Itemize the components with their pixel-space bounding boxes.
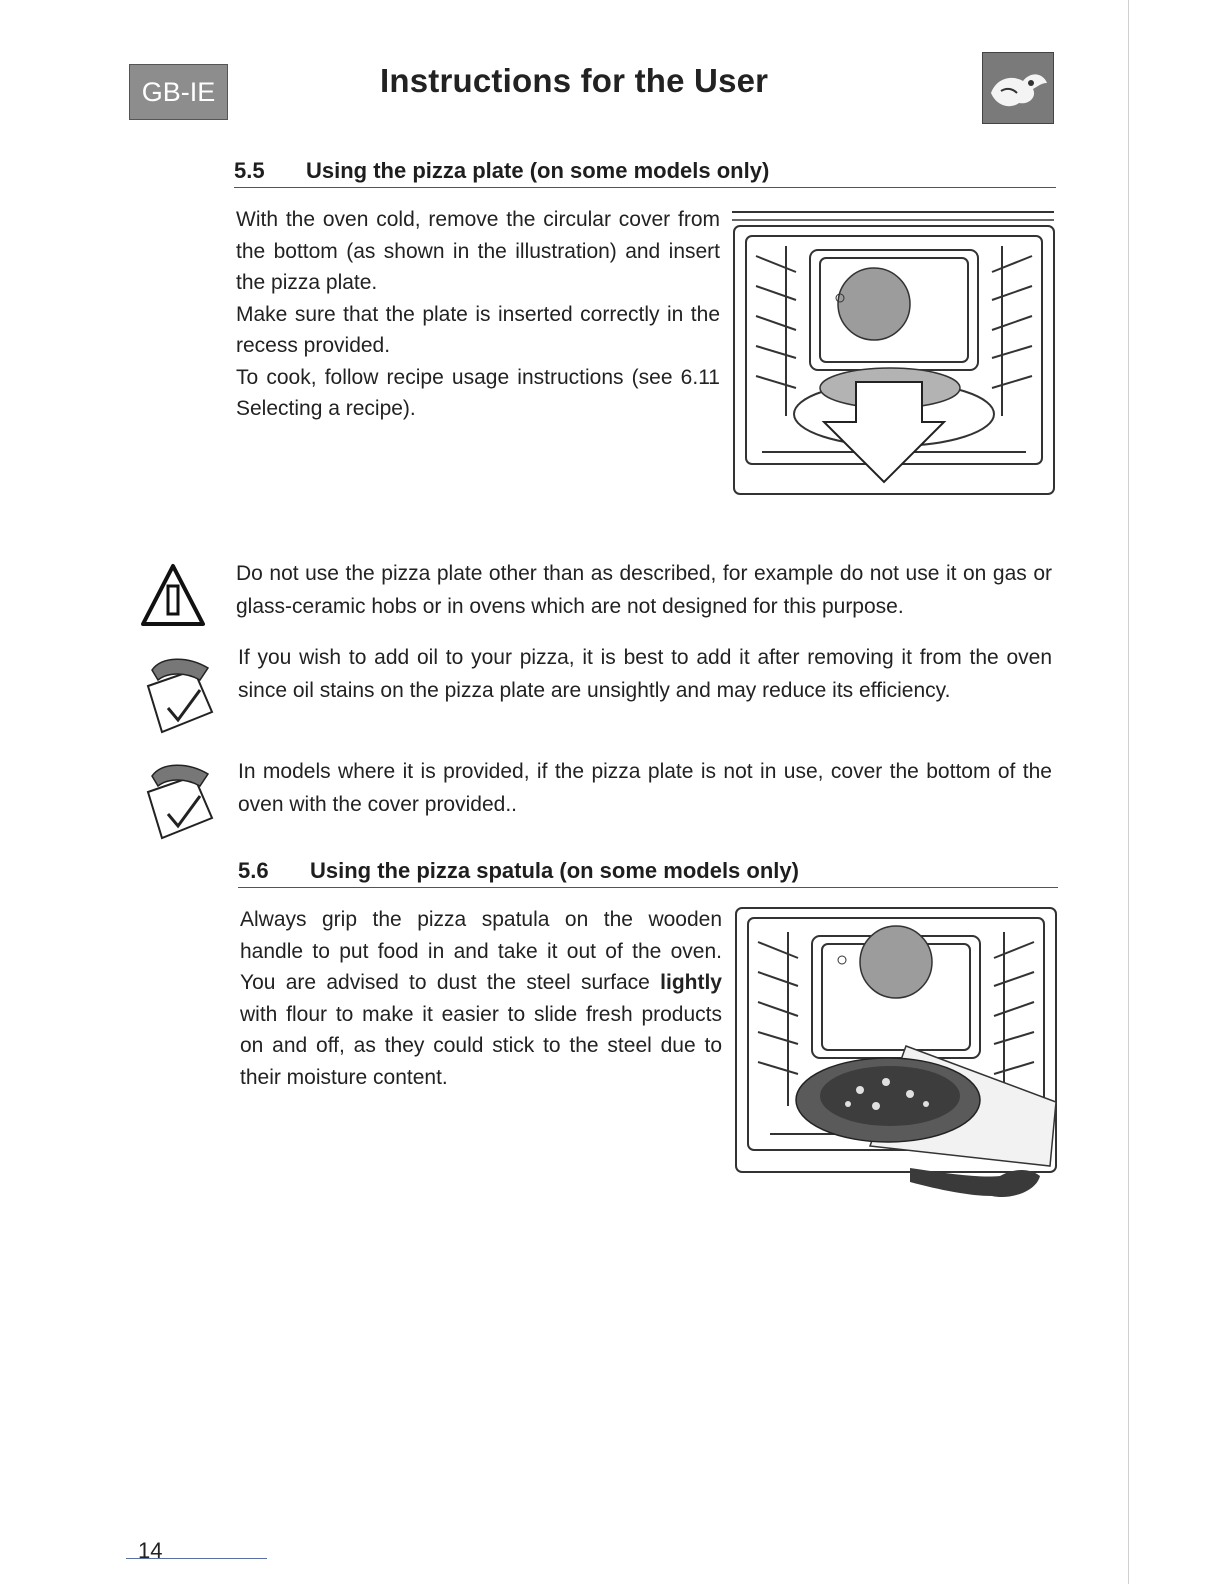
- section-title: Using the pizza plate (on some models only): [306, 158, 770, 183]
- section-5-6-body: [240, 904, 722, 1093]
- paragraph: With the oven cold, remove the circular cover from the bottom (as shown in the illustration) and insert the pizza plate.: [236, 208, 720, 294]
- body-text: with flour to make it easier to slide fresh products on and off, as they could stick to the steel due to their moisture content.: [240, 1002, 722, 1089]
- note-hand-icon: [138, 650, 222, 736]
- tip-note-cover: In models where it is provided, if the pizza plate is not in use, cover the bottom of the oven with the cover provided..: [238, 760, 1052, 816]
- section-number: 5.5: [234, 158, 265, 183]
- tip-note-oil: If you wish to add oil to your pizza, it is best to add it after removing it from the oven since oil stains on the pizza plate are unsightly and may reduce its efficiency.: [238, 646, 1052, 702]
- pizza-chef-icon: [982, 52, 1054, 124]
- warning-note: Do not use the pizza plate other than as described, for example do not use it on gas or glass-ceramic hobs or in ovens which are not designed for this purpose.: [236, 562, 1052, 618]
- footer-rule: [126, 1558, 267, 1559]
- warning-icon: [141, 562, 205, 628]
- oven-pizza-spatula-illustration: [730, 906, 1060, 1210]
- body-text: Always grip the pizza spatula on the wooden handle to put food in and take it out of the oven. You are advised to dust the steel surface: [240, 908, 722, 994]
- paragraph: Make sure that the plate is inserted correctly in the recess provided.: [236, 302, 720, 357]
- page-edge-line: [1128, 0, 1129, 1584]
- section-5-5-body: [236, 204, 720, 425]
- note-hand-icon: [138, 756, 222, 842]
- paragraph: To cook, follow recipe usage instructions (see 6.11 Selecting a recipe).: [236, 365, 720, 420]
- section-heading-5-5: [234, 158, 1056, 188]
- page-number: 14: [138, 1538, 163, 1563]
- section-heading-5-6: [238, 858, 1058, 888]
- page-title: Instructions for the User: [380, 62, 769, 99]
- section-title: Using the pizza spatula (on some models only): [310, 858, 799, 883]
- oven-pizza-plate-illustration: [726, 206, 1060, 500]
- section-number: 5.6: [238, 858, 269, 883]
- bold-text: lightly: [660, 971, 722, 994]
- language-badge: GB-IE: [129, 64, 228, 120]
